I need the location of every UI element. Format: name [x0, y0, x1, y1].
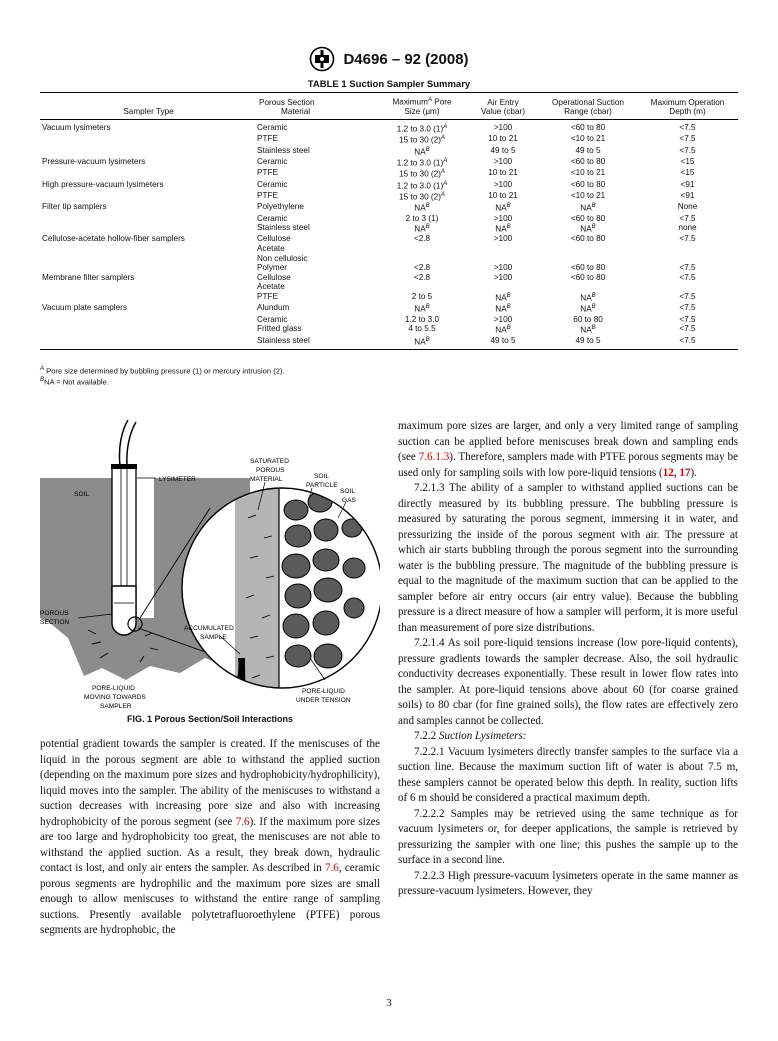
- table-cell-air: >100: [493, 263, 513, 273]
- table-cell-mat: Stainless steel: [257, 145, 310, 155]
- label-lysimeter: LYSIMETER: [159, 476, 196, 483]
- table-cell-depth: <7.5: [679, 314, 696, 324]
- table-cell-air: >100: [493, 179, 513, 189]
- table-cell-air: 10 to 21: [488, 134, 518, 144]
- table-cell-type: Filter tip samplers: [42, 202, 107, 212]
- table-cell-op: <10 to 21: [570, 190, 606, 200]
- table-cell-type: [40, 214, 257, 224]
- table-cell-air: [467, 254, 539, 264]
- table-cell-pore: 1.2 to 3.0: [404, 314, 440, 324]
- table-cell-type: [40, 254, 257, 264]
- table-row: [40, 244, 738, 254]
- table-cell-depth: [637, 254, 738, 264]
- table-cell-mat: Stainless steel: [257, 336, 377, 350]
- label-soil-gas-1: SOIL: [340, 488, 356, 495]
- table-cell-type: [40, 324, 257, 335]
- table-row: [40, 254, 738, 264]
- table-cell-mat: PTFE: [257, 134, 278, 144]
- table-cell-depth: None: [677, 202, 698, 212]
- table-cell-pore: $NA^B$: [414, 224, 430, 234]
- table-cell-depth: <15: [680, 156, 695, 166]
- table-row: [40, 336, 738, 350]
- table-cell-mat: PTFE: [257, 168, 278, 178]
- table-cell-air: >100: [493, 213, 513, 223]
- paragraph-7-2-2-2: 7.2.2.2 Samples may be retrieved using the same technique as for vacuum lysimeters or, for deeper applications, the sample is retrieved by pressurizing the sampler with one line; this pushes the sample up to the surface in a second line.: [398, 807, 738, 866]
- table-cell-type: Pressure-vacuum lysimeters: [42, 156, 146, 166]
- table-cell-air: 49 to 5: [490, 145, 516, 155]
- table-cell-air: $NA^B$: [495, 325, 511, 336]
- table-cell-air: >100: [493, 272, 513, 282]
- document-designation: D4696 – 92 (2008): [343, 50, 469, 68]
- suction-sampler-table: [40, 92, 738, 350]
- label-accumulated-2: SAMPLE: [200, 634, 227, 641]
- table-cell-mat: Ceramic: [257, 122, 288, 132]
- table-cell-mat: Non cellulosic: [257, 253, 308, 263]
- label-soil-particle-1: SOIL: [314, 473, 330, 480]
- label-pore-liquid-2: MOVING TOWARDS: [84, 694, 146, 701]
- table-cell-depth: none: [678, 223, 697, 233]
- table-cell-depth: <7.5: [679, 234, 696, 244]
- table-cell-pore: 15 to 30 $(2)^A$: [399, 191, 445, 202]
- table-cell-depth: <7.5: [679, 134, 696, 144]
- table-cell-op: <60 to 80: [570, 234, 606, 244]
- table-row: [40, 263, 738, 273]
- table-cell-mat: Ceramic: [257, 213, 288, 223]
- table-cell-air: 10 to 21: [488, 190, 518, 200]
- table-cell-depth: <91: [680, 179, 695, 189]
- label-saturated-3: MATERIAL: [250, 476, 283, 483]
- table-cell-depth: <7.5: [679, 292, 696, 302]
- table-cell-mat: Stainless steel: [257, 223, 310, 233]
- table-cell-air: $NA^B$: [495, 304, 511, 315]
- table-cell-mat: Polymer: [257, 263, 288, 273]
- paragraph: potential gradient towards the sampler is created. If the meniscuses of the liquid in the porous segment are able to withstand the applied suction (depending on the maximum pore sizes and hydrophobicity/hydrophilicity), liquid moves into the sampler. The ability of the meniscuses to withstand a suction decreases with increasing pore size and also with increasing hydrophobicity of the porous segment (see 7.6). If the maximum pore sizes are too large and hydrophobicity too great, the meniscuses are not able to withstand the applied suction. As a result, they break down, hydraulic contact is lost, and only air enters the sampler. As described in 7.6, ceramic porous segments are hydrophilic and the maximum pore sizes are small enough to allow meniscuses to withstand the entire range of sampling suctions. Presently available polytetrafluoroethylene (PTFE) porous segments are hydrophobic, the: [40, 738, 380, 936]
- table-cell-mat: Polyethylene: [257, 202, 304, 212]
- paragraph-7-2-2-1: 7.2.2.1 Vacuum lysimeters directly transfer samples to the surface via a suction line. Because the maximum suction lift of water is about 7.5 m, these samplers cannot be operated below this depth. In reality, suction lifts of 6 m should be considered a practical maximum depth.: [398, 745, 738, 804]
- table-row: [40, 214, 738, 224]
- page-header: [0, 46, 778, 72]
- table-cell-mat: Alundum: [257, 303, 290, 313]
- table-cell-mat: PTFE: [257, 292, 278, 302]
- page-number: 3: [386, 997, 392, 1009]
- col-header-air-entry: Air Entry Value (cbar): [467, 93, 539, 120]
- label-soil-particle-2: PARTICLE: [306, 482, 338, 489]
- table-cell-mat: PTFE: [257, 190, 278, 200]
- table-cell-pore: [377, 244, 467, 254]
- col-header-material: Porous Section Material: [257, 93, 377, 120]
- table-cell-type: Cellulose-acetate hollow-fiber samplers: [42, 234, 185, 244]
- table-cell-pore: <2.8: [413, 272, 431, 282]
- label-soil-gas-2: GAS: [342, 497, 356, 504]
- table-cell-pore: [377, 282, 467, 292]
- table-cell-mat: Ceramic: [257, 156, 288, 166]
- label-porous-section-2: SECTION: [40, 619, 70, 626]
- table-cell-op: <60 to 80: [570, 122, 606, 132]
- table-cell-pore: 2 to 3 (1): [405, 213, 439, 223]
- table-cell-depth: <7.5: [679, 145, 696, 155]
- table-row: [40, 134, 738, 145]
- table-caption: TABLE 1 Suction Sampler Summary: [307, 79, 471, 90]
- table-cell-mat: Cellulose: [257, 272, 291, 282]
- table-cell-pore: <2.8: [413, 234, 431, 244]
- table-cell-type: [40, 315, 257, 325]
- left-column-text: [40, 737, 380, 939]
- table-cell-pore: $NA^B$: [414, 304, 430, 315]
- table-cell-mat: Fritted glass: [257, 324, 302, 334]
- table-cell-type: High pressure-vacuum lysimeters: [42, 179, 164, 189]
- table-cell-pore: 4 to 5.5: [408, 324, 436, 334]
- paragraph-7-2-1-3: 7.2.1.3 The ability of a sampler to withstand applied suctions can be directly measured by its bubbling pressure. The bubbling pressure is measured by saturating the porous segment, immersing it in water, and pressurizing the inside of the porous segment with air. The pressure at which air starts bubbling through the porous segment into the surrounding water is the bubbling pressure. The magnitude of the bubbling pressure is equal to the magnitude of the maximum suction that can be applied to the sampler before air entry occurs (air entry value). Because the bubbling pressure is a direct measure of how a sampler will perform, it is more useful than measurement of pore size distributions.: [398, 482, 738, 634]
- table-cell-type: [40, 168, 257, 179]
- label-pore-liquid-1: PORE-LIQUID: [92, 685, 135, 692]
- label-accumulated-1: ACCUMULATED: [184, 625, 234, 632]
- table-cell-pore: 2 to 5: [411, 292, 433, 302]
- table-cell-pore: $NA^B$: [377, 336, 467, 350]
- table-cell-pore: <2.8: [413, 263, 431, 273]
- table-cell-air: >100: [493, 234, 513, 244]
- table-cell-pore: 1.2 to 3.0 $(1)^A$: [396, 157, 448, 168]
- table-cell-op: <60 to 80: [570, 156, 606, 166]
- table-cell-op: 60 to 80: [573, 314, 603, 324]
- table-cell-op: [539, 282, 637, 292]
- table-cell-air: 10 to 21: [488, 168, 518, 178]
- table-cell-pore: 1.2 to 3.0 $(1)^A$: [396, 180, 448, 191]
- table-cell-type: [40, 263, 257, 273]
- label-saturated-2: POROUS: [256, 467, 285, 474]
- table-row: [40, 292, 738, 303]
- table-row: [40, 168, 738, 179]
- table-cell-type: [40, 134, 257, 145]
- table-cell-pore: 15 to 30 $(2)^A$: [399, 135, 445, 145]
- table-cell-op: $NA^B$: [580, 203, 596, 213]
- table-row: [40, 146, 738, 157]
- col-header-pore: Maximum$^A$ Pore Size (μm): [377, 93, 467, 120]
- table-cell-op: [539, 254, 637, 264]
- ref-link-12-17[interactable]: 12, 17: [662, 466, 691, 479]
- table-cell-op: <60 to 80: [570, 179, 606, 189]
- col-header-depth: Maximum Operation Depth (m): [637, 93, 738, 120]
- table-cell-depth: <7.5: [637, 336, 738, 350]
- label-saturated-1: SATURATED: [250, 458, 289, 465]
- table-cell-pore: [377, 254, 467, 264]
- table-header-row: [40, 93, 738, 120]
- table-cell-mat: Acetate: [257, 282, 285, 292]
- table-cell-depth: <7.5: [679, 263, 696, 273]
- table-cell-air: >100: [493, 122, 513, 132]
- table-cell-type: [40, 146, 257, 157]
- table-cell-mat: Ceramic: [257, 179, 288, 189]
- table-row: [40, 119, 738, 134]
- table-cell-op: $NA^B$: [580, 293, 596, 303]
- table-cell-depth: <15: [680, 168, 695, 178]
- table-row: [40, 157, 738, 168]
- table-cell-pore: $NA^B$: [414, 203, 430, 213]
- table-cell-depth: <7.5: [679, 272, 696, 282]
- table-cell-depth: [637, 282, 738, 292]
- table-cell-type: [40, 191, 257, 202]
- table-footnote-a: $^A$ Pore size determined by bubbling pressure (1) or mercury intrusion (2).: [40, 366, 285, 376]
- table-cell-op: [539, 244, 637, 254]
- table-cell-air: $NA^B$: [495, 293, 511, 303]
- table-cell-air: >100: [493, 314, 513, 324]
- porous-section: [112, 586, 136, 635]
- table-row: [40, 324, 738, 335]
- table-cell-depth: <7.5: [679, 122, 696, 132]
- label-under-tension-1: PORE-LIQUID: [302, 688, 345, 695]
- table-cell-op: 49 to 5: [575, 145, 601, 155]
- table-cell-type: Vacuum lysimeters: [42, 122, 111, 132]
- table-row: [40, 223, 738, 234]
- table-row: [40, 202, 738, 213]
- label-soil: SOIL: [74, 491, 90, 498]
- table-cell-mat: Acetate: [257, 244, 285, 254]
- figure-caption: FIG. 1 Porous Section/Soil Interactions: [126, 714, 294, 724]
- label-pore-liquid-3: SAMPLER: [100, 703, 132, 710]
- table-row: [40, 303, 738, 314]
- heading-7-2-2: 7.2.2 Suction Lysimeters:: [414, 730, 527, 742]
- figure-porous-section-diagram: [40, 418, 380, 718]
- ref-link-7-6-b[interactable]: 7.6: [324, 862, 339, 874]
- paragraph-7-2-2-3: 7.2.2.3 High pressure-vacuum lysimeters operate in the same manner as pressure-vacuum lysimeters. However, they: [398, 869, 738, 897]
- table-cell-op: <10 to 21: [570, 134, 606, 144]
- table-cell-depth: [637, 244, 738, 254]
- table-cell-type: [40, 292, 257, 303]
- table-cell-air: [467, 282, 539, 292]
- astm-logo-icon: [309, 46, 335, 72]
- table-cell-type: [40, 223, 257, 234]
- table-cell-air: >100: [493, 156, 513, 166]
- table-cell-type: [40, 336, 257, 350]
- paragraph-7-2-1-4: 7.2.1.4 As soil pore-liquid tensions increase (low pore-liquid contents), pressure gradients towards the sampler decrease. Also, the soil hydraulic conductivity decreases exponentially. These result in lower flow rates into the sampler. At pore-liquid tensions above about 60 (for coarse grained soils) to 80 cbar (for fine grained soils), the flow rates are effectively zero and samples cannot be collected.: [398, 637, 738, 727]
- table-footnote-b: $^B$NA = Not available.: [40, 377, 109, 387]
- table-cell-op: <10 to 21: [570, 168, 606, 178]
- table-cell-pore: $NA^B$: [414, 146, 430, 157]
- table-row: [40, 273, 738, 283]
- table-cell-op: 49 to 5: [539, 336, 637, 350]
- table-cell-mat: Ceramic: [257, 314, 288, 324]
- table-cell-air: [467, 244, 539, 254]
- table-row: [40, 191, 738, 202]
- table-cell-mat: Cellulose: [257, 234, 291, 244]
- table-row: [40, 282, 738, 292]
- table-cell-op: <60 to 80: [570, 272, 606, 282]
- table-cell-depth: <7.5: [679, 213, 696, 223]
- label-under-tension-2: UNDER TENSION: [296, 697, 351, 704]
- table-cell-depth: <91: [680, 190, 695, 200]
- table-cell-air: $NA^B$: [495, 224, 511, 234]
- table-cell-air: $NA^B$: [495, 203, 511, 213]
- table-row: [40, 315, 738, 325]
- table-row: [40, 180, 738, 191]
- sampler-tubing: [119, 420, 136, 466]
- label-porous-section-1: POROUS: [40, 610, 69, 617]
- ref-link-7-6[interactable]: 7.6: [235, 815, 250, 828]
- table-cell-op: $NA^B$: [580, 224, 596, 234]
- right-column-text: [398, 419, 738, 900]
- table-cell-type: [40, 244, 257, 254]
- col-header-type: Sampler Type: [40, 93, 257, 120]
- table-cell-depth: <7.5: [679, 303, 696, 313]
- table-cell-op: <60 to 80: [570, 263, 606, 273]
- col-header-operational: Operational Suction Range (cbar): [539, 93, 637, 120]
- table-cell-pore: 1.2 to 3.0 $(1)^A$: [396, 123, 448, 134]
- table-cell-type: Vacuum plate samplers: [42, 303, 127, 313]
- ref-link-7-6-1-3[interactable]: 7.6.1.3: [418, 451, 450, 463]
- table-cell-op: $NA^B$: [580, 304, 596, 315]
- table-cell-type: [40, 282, 257, 292]
- table-cell-air: 49 to 5: [467, 336, 539, 350]
- table-row: [40, 234, 738, 244]
- table-cell-op: <60 to 80: [570, 213, 606, 223]
- table-cell-pore: 15 to 30 $(2)^A$: [399, 169, 445, 179]
- paragraph: maximum pore sizes are larger, and only a very limited range of sampling suction can be applied before meniscuses break down and sampling ends (see 7.6.1.3). Therefore, samplers made with PTFE porous segments may be used only for sampling soils with low pore-liquid tensions (12, 17).: [398, 420, 738, 479]
- table-cell-type: Membrane filter samplers: [42, 272, 135, 282]
- table-cell-depth: <7.5: [679, 324, 696, 334]
- table-cell-op: $NA^B$: [580, 325, 596, 336]
